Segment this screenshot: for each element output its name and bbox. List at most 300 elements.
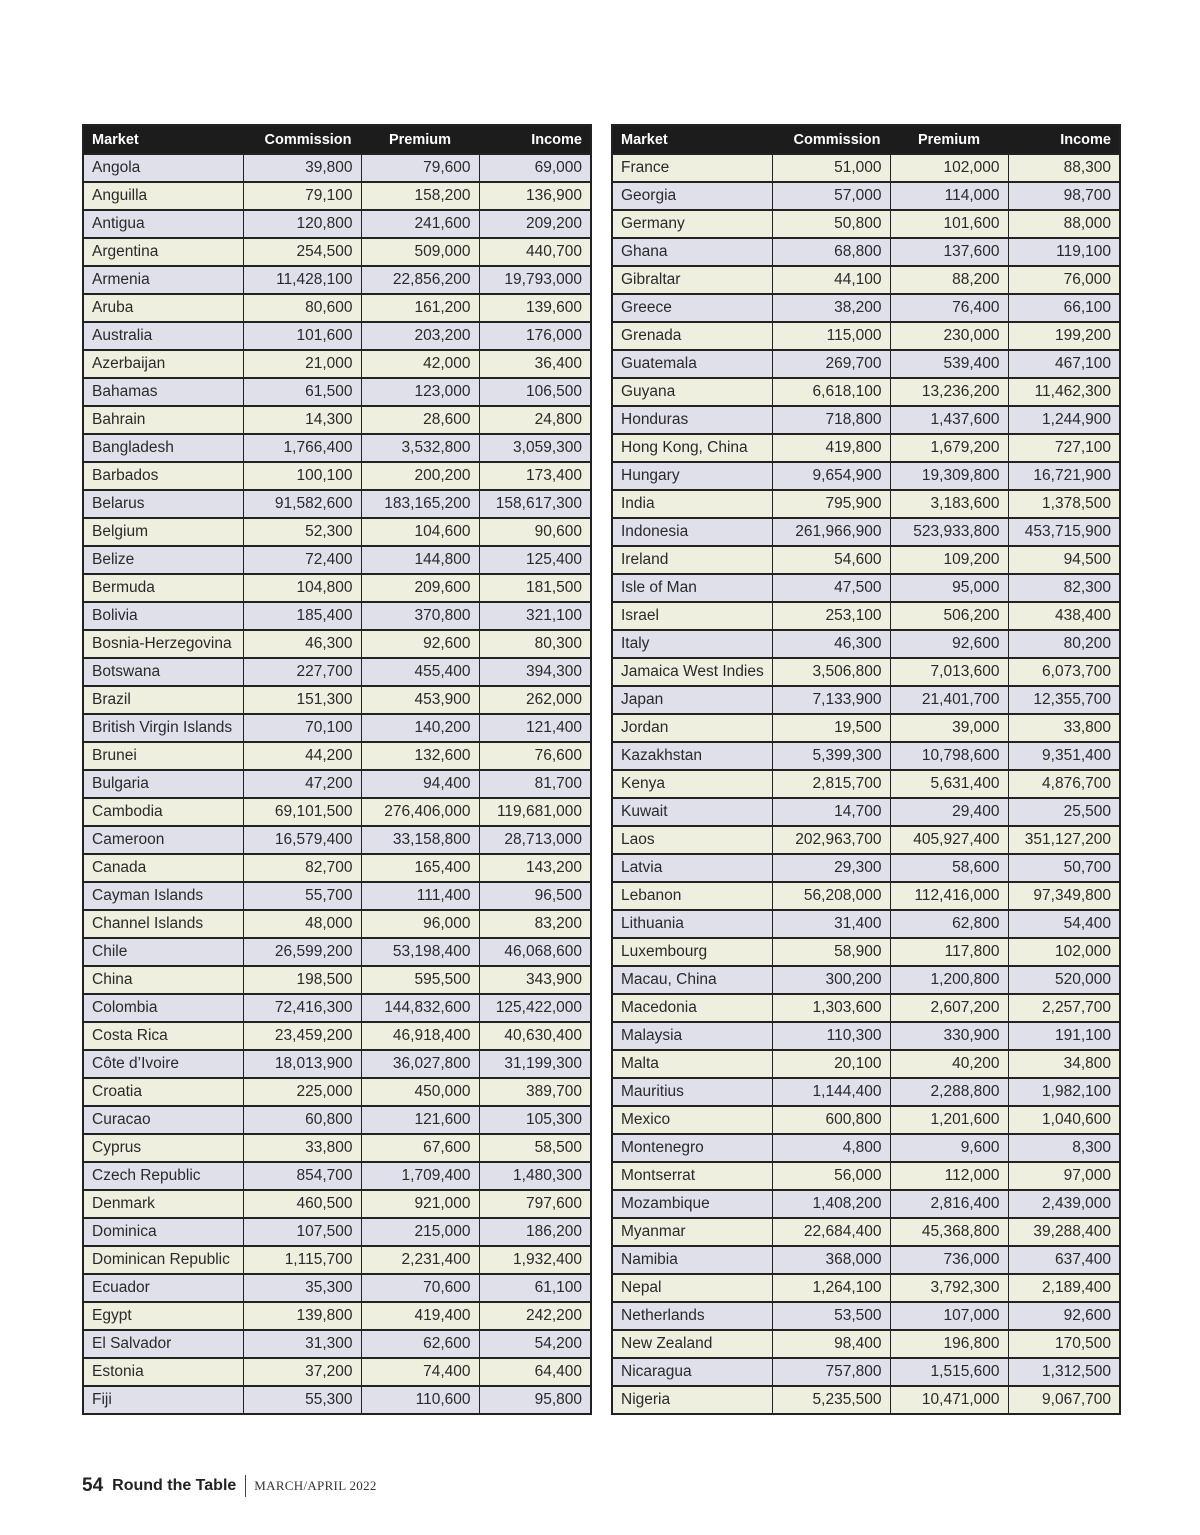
commission-cell: 29,300: [772, 854, 890, 882]
market-cell: Grenada: [612, 322, 772, 350]
premium-cell: 370,800: [361, 602, 479, 630]
premium-cell: 114,000: [890, 182, 1008, 210]
commission-cell: 22,684,400: [772, 1218, 890, 1246]
commission-cell: 57,000: [772, 182, 890, 210]
income-cell: 61,100: [479, 1274, 591, 1302]
table-row: [83, 406, 591, 434]
premium-cell: 74,400: [361, 1358, 479, 1386]
commission-cell: 1,303,600: [772, 994, 890, 1022]
market-cell: Lebanon: [612, 882, 772, 910]
commission-cell: 269,700: [772, 350, 890, 378]
table-body-left: [83, 154, 591, 1414]
commission-cell: 72,416,300: [243, 994, 361, 1022]
market-cell: Malta: [612, 1050, 772, 1078]
market-cell: Antigua: [83, 210, 243, 238]
table-row: [612, 378, 1120, 406]
market-cell: Côte d’Ivoire: [83, 1050, 243, 1078]
premium-cell: 33,158,800: [361, 826, 479, 854]
premium-cell: 76,400: [890, 294, 1008, 322]
market-cell: Germany: [612, 210, 772, 238]
footer-divider: [245, 1475, 246, 1497]
premium-cell: 1,437,600: [890, 406, 1008, 434]
commission-cell: 19,500: [772, 714, 890, 742]
table-row: [83, 630, 591, 658]
premium-cell: 28,600: [361, 406, 479, 434]
premium-cell: 158,200: [361, 182, 479, 210]
premium-cell: 96,000: [361, 910, 479, 938]
income-cell: 12,355,700: [1008, 686, 1120, 714]
commission-cell: 254,500: [243, 238, 361, 266]
income-cell: 343,900: [479, 966, 591, 994]
table-row: [612, 686, 1120, 714]
commission-cell: 39,800: [243, 154, 361, 182]
table-row: [612, 1218, 1120, 1246]
market-cell: Netherlands: [612, 1302, 772, 1330]
income-cell: 440,700: [479, 238, 591, 266]
income-cell: 54,200: [479, 1330, 591, 1358]
market-cell: Argentina: [83, 238, 243, 266]
premium-cell: 58,600: [890, 854, 1008, 882]
market-cell: Mozambique: [612, 1190, 772, 1218]
commission-cell: 11,428,100: [243, 266, 361, 294]
income-cell: 94,500: [1008, 546, 1120, 574]
table-row: [612, 1022, 1120, 1050]
premium-cell: 10,471,000: [890, 1386, 1008, 1414]
commission-cell: 56,208,000: [772, 882, 890, 910]
premium-cell: 9,600: [890, 1134, 1008, 1162]
income-cell: 242,200: [479, 1302, 591, 1330]
income-cell: 173,400: [479, 462, 591, 490]
income-cell: 105,300: [479, 1106, 591, 1134]
market-cell: Laos: [612, 826, 772, 854]
income-cell: 39,288,400: [1008, 1218, 1120, 1246]
commission-cell: 368,000: [772, 1246, 890, 1274]
table-header-row: [83, 125, 591, 154]
market-cell: Montserrat: [612, 1162, 772, 1190]
table-row: [83, 1218, 591, 1246]
premium-cell: 203,200: [361, 322, 479, 350]
table-row: [612, 1134, 1120, 1162]
income-cell: 1,040,600: [1008, 1106, 1120, 1134]
commission-cell: 44,200: [243, 742, 361, 770]
table-row: [83, 770, 591, 798]
market-cell: Malaysia: [612, 1022, 772, 1050]
table-row: [612, 1190, 1120, 1218]
table-row: [83, 910, 591, 938]
table-row: [612, 630, 1120, 658]
table-row: [612, 238, 1120, 266]
market-cell: Mexico: [612, 1106, 772, 1134]
premium-cell: 101,600: [890, 210, 1008, 238]
table-row: [83, 966, 591, 994]
table-row: [612, 210, 1120, 238]
income-cell: 58,500: [479, 1134, 591, 1162]
commission-cell: 14,700: [772, 798, 890, 826]
market-cell: Croatia: [83, 1078, 243, 1106]
commission-cell: 47,500: [772, 574, 890, 602]
premium-cell: 3,183,600: [890, 490, 1008, 518]
market-cell: Australia: [83, 322, 243, 350]
market-cell: Cayman Islands: [83, 882, 243, 910]
premium-cell: 112,000: [890, 1162, 1008, 1190]
table-row: [83, 322, 591, 350]
commission-cell: 18,013,900: [243, 1050, 361, 1078]
table-row: [83, 154, 591, 182]
premium-cell: 42,000: [361, 350, 479, 378]
commission-cell: 757,800: [772, 1358, 890, 1386]
commission-cell: 5,235,500: [772, 1386, 890, 1414]
commission-cell: 1,408,200: [772, 1190, 890, 1218]
market-cell: Bolivia: [83, 602, 243, 630]
premium-cell: 21,401,700: [890, 686, 1008, 714]
market-cell: Guatemala: [612, 350, 772, 378]
table-row: [612, 1386, 1120, 1414]
commission-cell: 48,000: [243, 910, 361, 938]
table-row: [612, 1106, 1120, 1134]
income-cell: 520,000: [1008, 966, 1120, 994]
income-cell: 2,257,700: [1008, 994, 1120, 1022]
table-row: [83, 826, 591, 854]
income-cell: 186,200: [479, 1218, 591, 1246]
table-row: [612, 1050, 1120, 1078]
market-cell: Belgium: [83, 518, 243, 546]
commission-cell: 20,100: [772, 1050, 890, 1078]
table-row: [612, 826, 1120, 854]
table-row: [83, 1302, 591, 1330]
income-cell: 351,127,200: [1008, 826, 1120, 854]
income-cell: 40,630,400: [479, 1022, 591, 1050]
income-cell: 81,700: [479, 770, 591, 798]
premium-cell: 736,000: [890, 1246, 1008, 1274]
premium-cell: 132,600: [361, 742, 479, 770]
market-cell: Luxembourg: [612, 938, 772, 966]
market-table-right: [611, 124, 1121, 1415]
market-cell: Bahamas: [83, 378, 243, 406]
premium-cell: 419,400: [361, 1302, 479, 1330]
market-cell: Egypt: [83, 1302, 243, 1330]
market-cell: Guyana: [612, 378, 772, 406]
premium-cell: 2,816,400: [890, 1190, 1008, 1218]
commission-cell: 60,800: [243, 1106, 361, 1134]
premium-cell: 455,400: [361, 658, 479, 686]
premium-cell: 95,000: [890, 574, 1008, 602]
premium-cell: 19,309,800: [890, 462, 1008, 490]
commission-cell: 72,400: [243, 546, 361, 574]
table-row: [83, 574, 591, 602]
commission-cell: 55,700: [243, 882, 361, 910]
market-cell: Fiji: [83, 1386, 243, 1414]
market-cell: Botswana: [83, 658, 243, 686]
table-row: [83, 238, 591, 266]
table-row: [612, 322, 1120, 350]
commission-cell: 31,400: [772, 910, 890, 938]
market-cell: New Zealand: [612, 1330, 772, 1358]
table-row: [83, 1078, 591, 1106]
income-cell: 1,932,400: [479, 1246, 591, 1274]
market-cell: Kenya: [612, 770, 772, 798]
income-cell: 80,200: [1008, 630, 1120, 658]
income-cell: 136,900: [479, 182, 591, 210]
commission-cell: 80,600: [243, 294, 361, 322]
commission-cell: 1,766,400: [243, 434, 361, 462]
income-cell: 82,300: [1008, 574, 1120, 602]
table-row: [612, 350, 1120, 378]
market-cell: Brazil: [83, 686, 243, 714]
column-header-premium: Premium: [361, 125, 479, 154]
market-cell: Jordan: [612, 714, 772, 742]
commission-cell: 98,400: [772, 1330, 890, 1358]
income-cell: 209,200: [479, 210, 591, 238]
table-row: [612, 910, 1120, 938]
market-cell: Mauritius: [612, 1078, 772, 1106]
table-row: [83, 602, 591, 630]
commission-cell: 139,800: [243, 1302, 361, 1330]
income-cell: 106,500: [479, 378, 591, 406]
income-cell: 394,300: [479, 658, 591, 686]
commission-cell: 79,100: [243, 182, 361, 210]
market-cell: Hong Kong, China: [612, 434, 772, 462]
market-cell: Czech Republic: [83, 1162, 243, 1190]
income-cell: 11,462,300: [1008, 378, 1120, 406]
income-cell: 467,100: [1008, 350, 1120, 378]
table-row: [83, 1358, 591, 1386]
premium-cell: 165,400: [361, 854, 479, 882]
income-cell: 4,876,700: [1008, 770, 1120, 798]
table-row: [83, 882, 591, 910]
table-row: [83, 210, 591, 238]
market-cell: Kuwait: [612, 798, 772, 826]
table-row: [83, 490, 591, 518]
income-cell: 9,067,700: [1008, 1386, 1120, 1414]
table-row: [83, 1106, 591, 1134]
premium-cell: 1,201,600: [890, 1106, 1008, 1134]
premium-cell: 3,792,300: [890, 1274, 1008, 1302]
commission-cell: 31,300: [243, 1330, 361, 1358]
market-cell: Indonesia: [612, 518, 772, 546]
income-cell: 181,500: [479, 574, 591, 602]
income-cell: 2,189,400: [1008, 1274, 1120, 1302]
market-cell: Israel: [612, 602, 772, 630]
table-row: [83, 1022, 591, 1050]
commission-cell: 198,500: [243, 966, 361, 994]
income-cell: 83,200: [479, 910, 591, 938]
commission-cell: 253,100: [772, 602, 890, 630]
commission-cell: 100,100: [243, 462, 361, 490]
market-cell: Myanmar: [612, 1218, 772, 1246]
commission-cell: 82,700: [243, 854, 361, 882]
premium-cell: 453,900: [361, 686, 479, 714]
market-cell: Dominica: [83, 1218, 243, 1246]
table-row: [612, 1162, 1120, 1190]
premium-cell: 46,918,400: [361, 1022, 479, 1050]
column-header-income: Income: [479, 125, 591, 154]
premium-cell: 241,600: [361, 210, 479, 238]
issue-date: MARCH/APRIL 2022: [254, 1478, 377, 1493]
income-cell: 25,500: [1008, 798, 1120, 826]
income-cell: 19,793,000: [479, 266, 591, 294]
market-cell: Macedonia: [612, 994, 772, 1022]
commission-cell: 227,700: [243, 658, 361, 686]
income-cell: 33,800: [1008, 714, 1120, 742]
income-cell: 90,600: [479, 518, 591, 546]
premium-cell: 161,200: [361, 294, 479, 322]
market-cell: Armenia: [83, 266, 243, 294]
income-cell: 96,500: [479, 882, 591, 910]
commission-cell: 460,500: [243, 1190, 361, 1218]
table-body-right: [612, 154, 1120, 1414]
table-row: [612, 182, 1120, 210]
premium-cell: 595,500: [361, 966, 479, 994]
income-cell: 36,400: [479, 350, 591, 378]
market-cell: Ecuador: [83, 1274, 243, 1302]
commission-cell: 54,600: [772, 546, 890, 574]
table-row: [612, 406, 1120, 434]
premium-cell: 53,198,400: [361, 938, 479, 966]
commission-cell: 14,300: [243, 406, 361, 434]
income-cell: 125,400: [479, 546, 591, 574]
premium-cell: 506,200: [890, 602, 1008, 630]
commission-cell: 718,800: [772, 406, 890, 434]
income-cell: 321,100: [479, 602, 591, 630]
premium-cell: 183,165,200: [361, 490, 479, 518]
income-cell: 28,713,000: [479, 826, 591, 854]
premium-cell: 92,600: [361, 630, 479, 658]
table-row: [83, 1246, 591, 1274]
income-cell: 34,800: [1008, 1050, 1120, 1078]
table-row: [83, 742, 591, 770]
premium-cell: 88,200: [890, 266, 1008, 294]
table-row: [612, 938, 1120, 966]
premium-cell: 70,600: [361, 1274, 479, 1302]
commission-cell: 115,000: [772, 322, 890, 350]
income-cell: 16,721,900: [1008, 462, 1120, 490]
income-cell: 2,439,000: [1008, 1190, 1120, 1218]
table-row: [83, 350, 591, 378]
premium-cell: 79,600: [361, 154, 479, 182]
table-row: [83, 1050, 591, 1078]
premium-cell: 144,832,600: [361, 994, 479, 1022]
premium-cell: 7,013,600: [890, 658, 1008, 686]
market-cell: Belize: [83, 546, 243, 574]
income-cell: 97,000: [1008, 1162, 1120, 1190]
market-cell: Chile: [83, 938, 243, 966]
premium-cell: 230,000: [890, 322, 1008, 350]
table-row: [83, 994, 591, 1022]
premium-cell: 509,000: [361, 238, 479, 266]
premium-cell: 921,000: [361, 1190, 479, 1218]
market-cell: Isle of Man: [612, 574, 772, 602]
market-cell: Colombia: [83, 994, 243, 1022]
commission-cell: 91,582,600: [243, 490, 361, 518]
income-cell: 1,982,100: [1008, 1078, 1120, 1106]
income-cell: 8,300: [1008, 1134, 1120, 1162]
commission-cell: 61,500: [243, 378, 361, 406]
income-cell: 119,100: [1008, 238, 1120, 266]
market-cell: Georgia: [612, 182, 772, 210]
column-header-income: Income: [1008, 125, 1120, 154]
commission-cell: 261,966,900: [772, 518, 890, 546]
market-cell: Latvia: [612, 854, 772, 882]
market-cell: China: [83, 966, 243, 994]
premium-cell: 1,515,600: [890, 1358, 1008, 1386]
table-row: [83, 266, 591, 294]
commission-cell: 47,200: [243, 770, 361, 798]
premium-cell: 196,800: [890, 1330, 1008, 1358]
market-cell: Cyprus: [83, 1134, 243, 1162]
market-cell: Gibraltar: [612, 266, 772, 294]
premium-cell: 62,800: [890, 910, 1008, 938]
table-row: [612, 434, 1120, 462]
income-cell: 191,100: [1008, 1022, 1120, 1050]
market-cell: Brunei: [83, 742, 243, 770]
premium-cell: 39,000: [890, 714, 1008, 742]
premium-cell: 45,368,800: [890, 1218, 1008, 1246]
premium-cell: 107,000: [890, 1302, 1008, 1330]
commission-cell: 46,300: [243, 630, 361, 658]
table-row: [83, 938, 591, 966]
commission-cell: 52,300: [243, 518, 361, 546]
table-row: [83, 854, 591, 882]
commission-cell: 151,300: [243, 686, 361, 714]
commission-cell: 56,000: [772, 1162, 890, 1190]
table-row: [612, 742, 1120, 770]
premium-cell: 67,600: [361, 1134, 479, 1162]
premium-cell: 104,600: [361, 518, 479, 546]
table-row: [612, 770, 1120, 798]
table-row: [612, 994, 1120, 1022]
table-row: [612, 490, 1120, 518]
income-cell: 76,000: [1008, 266, 1120, 294]
market-cell: Lithuania: [612, 910, 772, 938]
premium-cell: 102,000: [890, 154, 1008, 182]
premium-cell: 1,709,400: [361, 1162, 479, 1190]
table-row: [83, 658, 591, 686]
table-row: [83, 546, 591, 574]
table-row: [83, 1134, 591, 1162]
commission-cell: 16,579,400: [243, 826, 361, 854]
market-cell: Hungary: [612, 462, 772, 490]
market-cell: Kazakhstan: [612, 742, 772, 770]
commission-cell: 854,700: [243, 1162, 361, 1190]
market-cell: Cambodia: [83, 798, 243, 826]
premium-cell: 2,607,200: [890, 994, 1008, 1022]
market-cell: Greece: [612, 294, 772, 322]
income-cell: 102,000: [1008, 938, 1120, 966]
premium-cell: 62,600: [361, 1330, 479, 1358]
table-row: [83, 182, 591, 210]
income-cell: 54,400: [1008, 910, 1120, 938]
income-cell: 1,244,900: [1008, 406, 1120, 434]
income-cell: 76,600: [479, 742, 591, 770]
income-cell: 31,199,300: [479, 1050, 591, 1078]
commission-cell: 23,459,200: [243, 1022, 361, 1050]
market-cell: Ghana: [612, 238, 772, 266]
premium-cell: 10,798,600: [890, 742, 1008, 770]
table-row: [612, 266, 1120, 294]
column-header-commission: Commission: [243, 125, 361, 154]
table-row: [83, 434, 591, 462]
premium-cell: 215,000: [361, 1218, 479, 1246]
premium-cell: 209,600: [361, 574, 479, 602]
premium-cell: 1,200,800: [890, 966, 1008, 994]
premium-cell: 111,400: [361, 882, 479, 910]
commission-cell: 26,599,200: [243, 938, 361, 966]
commission-cell: 5,399,300: [772, 742, 890, 770]
table-header-row: [612, 125, 1120, 154]
table-row: [612, 1302, 1120, 1330]
commission-cell: 120,800: [243, 210, 361, 238]
commission-cell: 7,133,900: [772, 686, 890, 714]
